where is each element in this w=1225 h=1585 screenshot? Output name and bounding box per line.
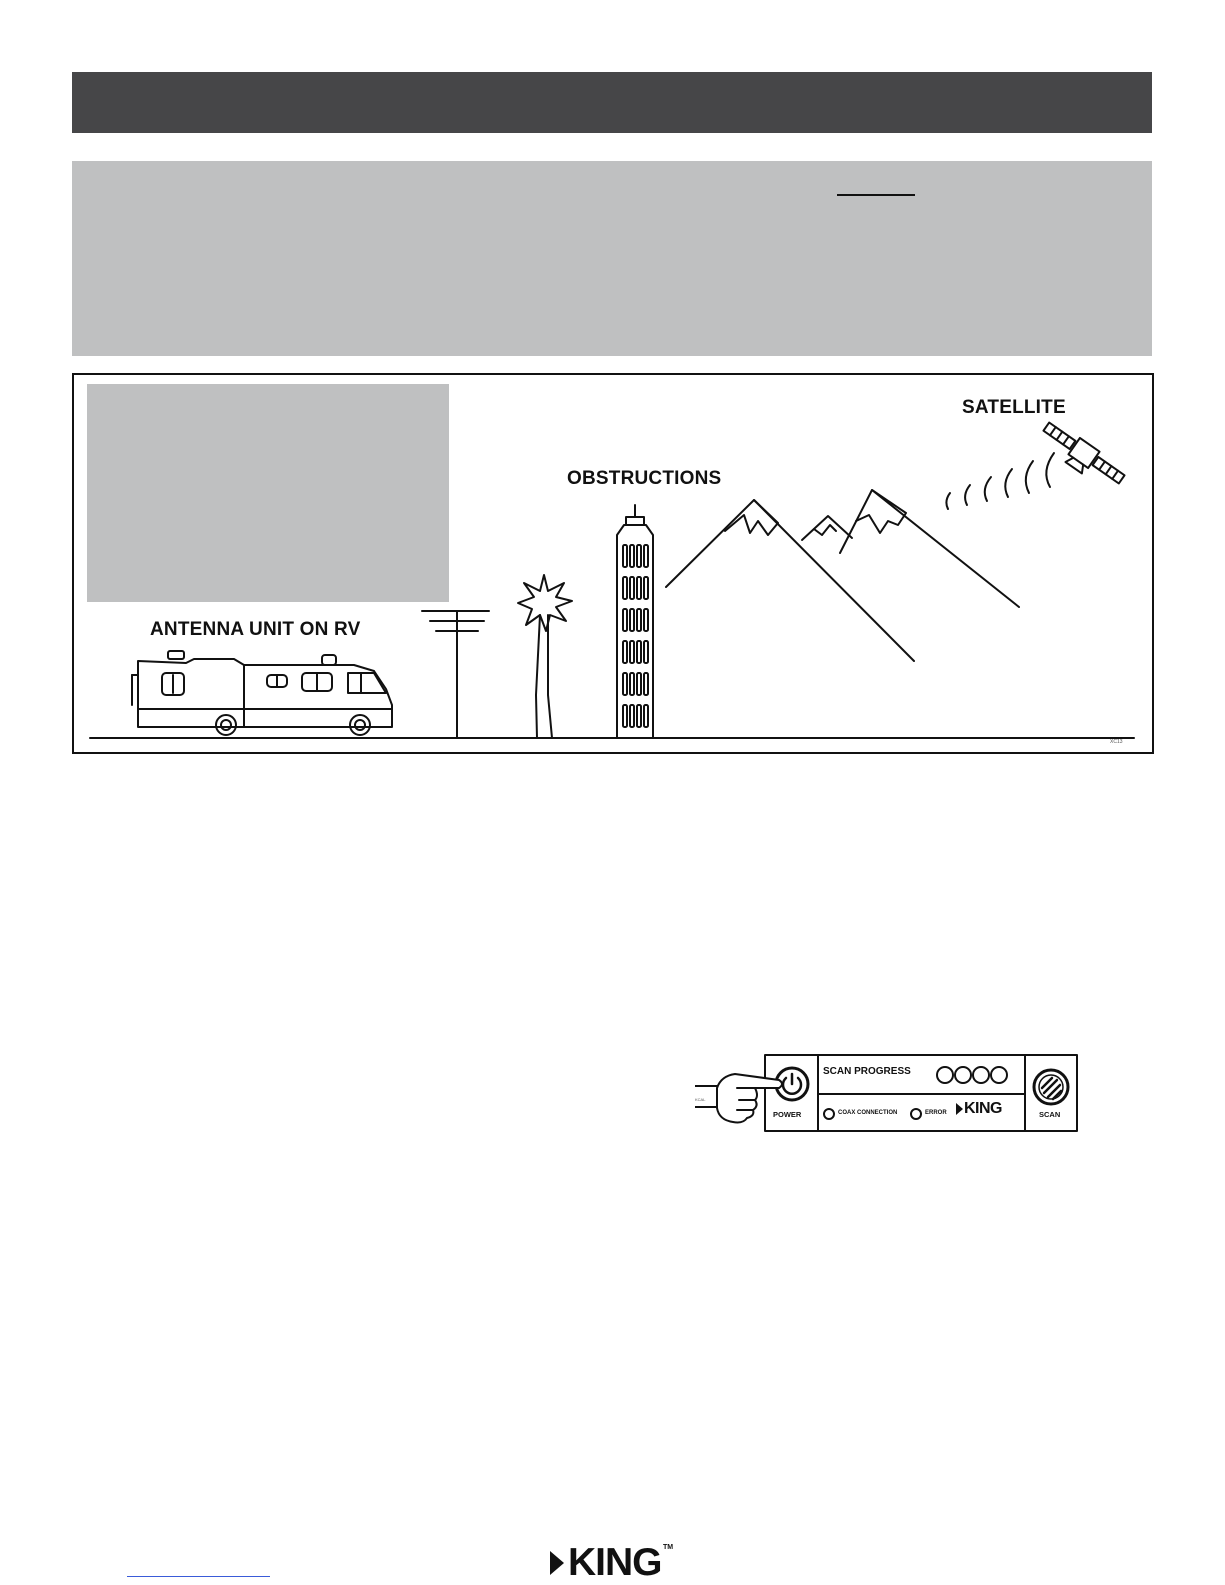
building-window	[623, 673, 627, 695]
line-of-sight-diagram	[72, 373, 1154, 754]
rv-vehicle	[132, 651, 392, 735]
building-window	[644, 609, 648, 631]
notice-underline	[837, 194, 915, 196]
mountains	[666, 490, 1019, 661]
footer-brand-logo	[548, 1541, 678, 1584]
cable-label: KCAL	[695, 1097, 706, 1102]
coax-connection-label: COAX CONNECTION	[838, 1110, 898, 1116]
building-window	[644, 641, 648, 663]
building-window	[623, 545, 627, 567]
building-window	[644, 673, 648, 695]
building-window	[630, 545, 634, 567]
antenna-unit-label: ANTENNA UNIT ON RV	[150, 619, 361, 640]
diagram-illustration	[74, 375, 1152, 752]
scan-label: SCAN	[1039, 1110, 1061, 1119]
building-window	[623, 641, 627, 663]
footer-logo-arrow-icon	[548, 1545, 568, 1581]
building-window	[637, 641, 641, 663]
building-window	[644, 577, 648, 599]
building-window	[630, 577, 634, 599]
footer-link-underline[interactable]	[127, 1576, 270, 1577]
controller-panel-illustration	[695, 1052, 1080, 1137]
tall-building	[617, 505, 653, 738]
notice-box	[72, 161, 1152, 356]
page-header-bar	[72, 72, 1152, 133]
power-label: POWER	[773, 1110, 802, 1119]
building-window	[637, 609, 641, 631]
building-window	[630, 673, 634, 695]
signal-waves	[946, 453, 1054, 509]
building-window	[623, 705, 627, 727]
error-label: ERROR	[925, 1110, 947, 1116]
scan-progress-label: SCAN PROGRESS	[823, 1066, 911, 1077]
building-window	[637, 705, 641, 727]
footer-brand-wordmark: KING	[568, 1541, 662, 1584]
building-window	[637, 577, 641, 599]
building-window	[644, 705, 648, 727]
panel-brand-logo: KING	[964, 1100, 1002, 1117]
building-window	[630, 609, 634, 631]
palm-tree	[518, 575, 572, 738]
building-window	[630, 705, 634, 727]
building-window	[623, 577, 627, 599]
utility-pole	[422, 611, 489, 738]
building-window	[644, 545, 648, 567]
satellite-label: SATELLITE	[962, 397, 1066, 418]
controller-panel-drawing	[695, 1052, 1080, 1137]
obstructions-label: OBSTRUCTIONS	[567, 468, 722, 489]
building-window	[637, 545, 641, 567]
diagram-part-code: XC13	[1110, 739, 1123, 745]
satellite-icon	[1036, 418, 1127, 494]
building-window	[637, 673, 641, 695]
building-window	[630, 641, 634, 663]
brand-arrow-icon	[956, 1103, 963, 1115]
building-window	[623, 609, 627, 631]
footer-trademark: TM	[663, 1544, 674, 1551]
